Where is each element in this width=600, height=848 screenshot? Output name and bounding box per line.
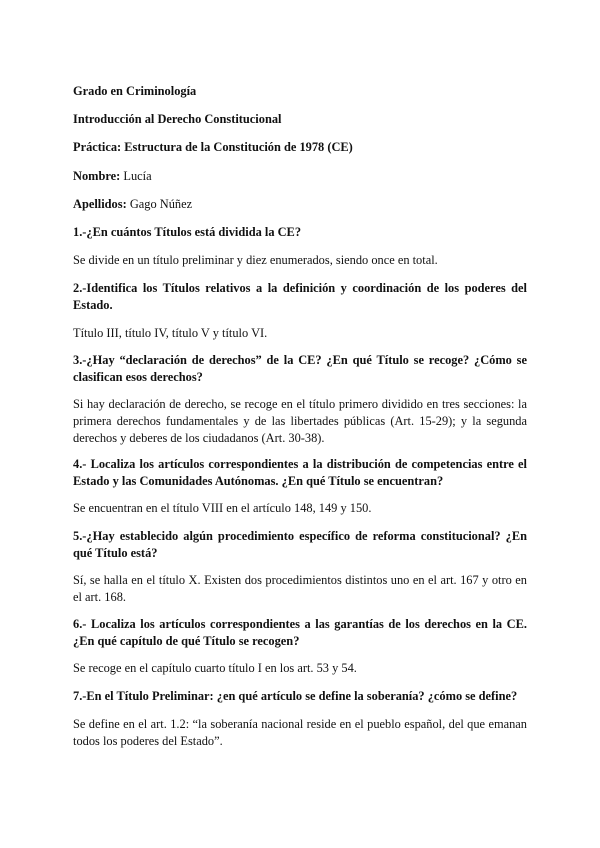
answer-7: Se define en el art. 1.2: “la soberanía nacional reside en el pueblo español, del que emanan todos los poderes del Estado”.	[73, 717, 527, 748]
name-label: Nombre:	[73, 169, 121, 183]
question-6: 6.- Localiza los artículos correspondientes a las garantías de los derechos en la CE. ¿En qué capítulo de qué Título se recogen?	[73, 617, 527, 648]
surname-value: Gago Núñez	[129, 197, 193, 211]
surname-row	[73, 196, 527, 213]
degree-heading: Grado en Criminología	[73, 84, 197, 98]
question-5: 5.-¿Hay establecido algún procedimiento específico de reforma constitucional? ¿En qué Título está?	[73, 529, 527, 560]
question-7: 7.-En el Título Preliminar: ¿en qué artículo se define la soberanía? ¿cómo se define?	[73, 689, 518, 703]
answer-2: Título III, título IV, título V y título VI.	[73, 326, 268, 340]
subject-heading: Introducción al Derecho Constitucional	[73, 112, 282, 126]
surname-label: Apellidos:	[73, 197, 127, 211]
question-4: 4.- Localiza los artículos correspondientes a la distribución de competencias entre el Estado y las Comunidades Autónomas. ¿En qué Título se encuentran?	[73, 457, 527, 488]
answer-3: Si hay declaración de derecho, se recoge en el título primero dividido en tres secciones: la primera derechos fundamentales y de las libertades públicas (Art. 15-29); y la segunda derechos y deberes de los ciudadanos (Art. 30-38).	[73, 397, 527, 445]
name-value: Lucía	[123, 169, 152, 183]
name-row	[73, 168, 527, 185]
answer-1: Se divide en un título preliminar y diez enumerados, siendo once en total.	[73, 253, 438, 267]
question-3: 3.-¿Hay “declaración de derechos” de la CE? ¿En qué Título se recoge? ¿Cómo se clasifican esos derechos?	[73, 353, 527, 384]
answer-6: Se recoge en el capítulo cuarto título I en los art. 53 y 54.	[73, 661, 357, 675]
question-2: 2.-Identifica los Títulos relativos a la definición y coordinación de los poderes del Estado.	[73, 281, 527, 312]
answer-5: Sí, se halla en el título X. Existen dos procedimientos distintos uno en el art. 167 y otro en el art. 168.	[73, 573, 527, 604]
answer-4: Se encuentran en el título VIII en el artículo 148, 149 y 150.	[73, 501, 372, 515]
practice-heading: Práctica: Estructura de la Constitución de 1978 (CE)	[73, 140, 353, 154]
question-1: 1.-¿En cuántos Títulos está dividida la CE?	[73, 225, 302, 239]
